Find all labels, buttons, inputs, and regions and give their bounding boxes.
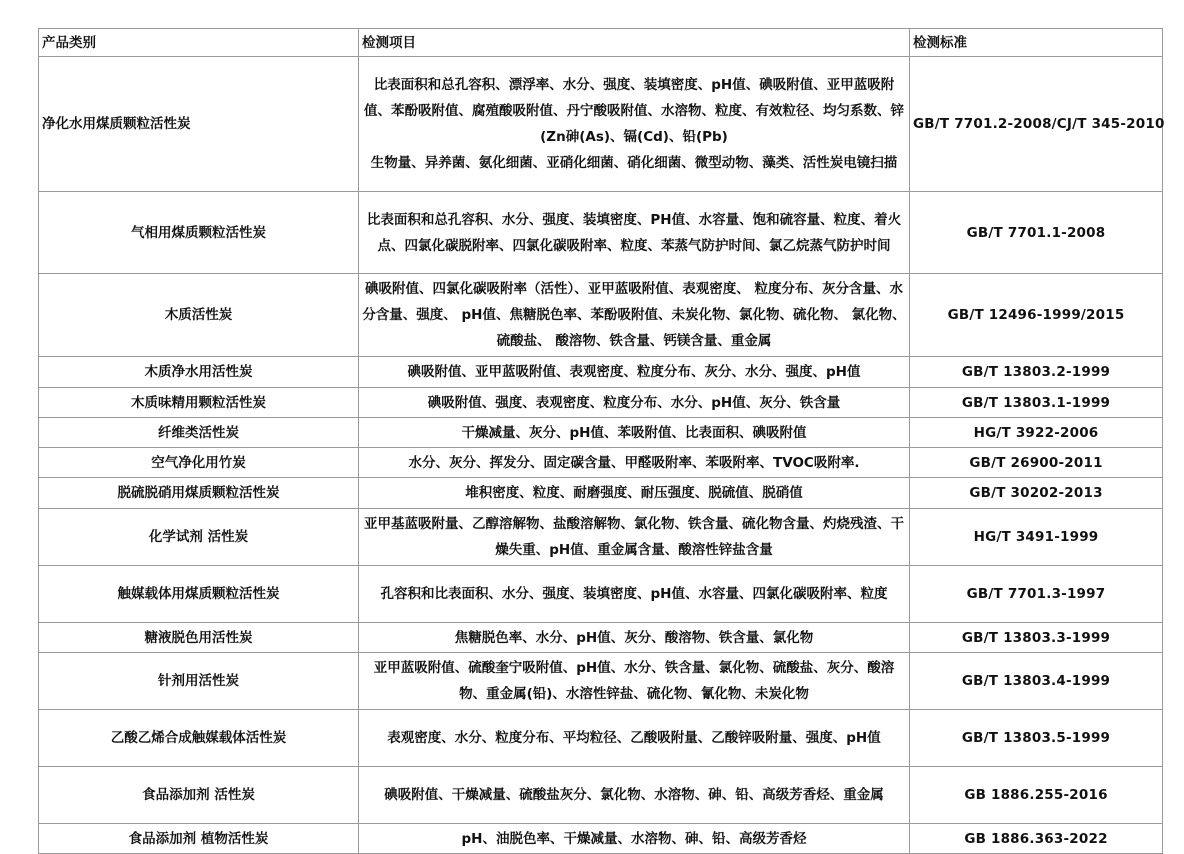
table-row: [39, 767, 1163, 824]
table-row: [39, 357, 1163, 388]
table-header-row: [39, 29, 1163, 57]
items-cell: pH、油脱色率、干燥减量、水溶物、砷、铅、高级芳香烃: [359, 824, 910, 854]
table-row: [39, 448, 1163, 478]
category-cell: 食品添加剂 活性炭: [39, 767, 359, 824]
table-row: [39, 388, 1163, 418]
standard-cell: GB/T 12496-1999/2015: [910, 274, 1163, 357]
standard-cell: GB/T 26900-2011: [910, 448, 1163, 478]
standard-cell: GB/T 13803.4-1999: [910, 653, 1163, 710]
items-cell: 亚甲蓝吸附值、硫酸奎宁吸附值、pH值、水分、铁含量、氯化物、硫酸盐、灰分、酸溶物、重金属(铅)、水溶性锌盐、硫化物、氰化物、未炭化物: [359, 653, 910, 710]
table-row: [39, 57, 1163, 192]
table-row: [39, 566, 1163, 623]
category-cell: 木质净水用活性炭: [39, 357, 359, 388]
standard-cell: GB/T 13803.1-1999: [910, 388, 1163, 418]
standard-cell: GB/T 7701.3-1997: [910, 566, 1163, 623]
table-row: [39, 509, 1163, 566]
table-row: [39, 418, 1163, 448]
items-cell: 碘吸附值、强度、表观密度、粒度分布、水分、pH值、灰分、铁含量: [359, 388, 910, 418]
items-cell: 碘吸附值、干燥减量、硫酸盐灰分、氯化物、水溶物、砷、铅、高级芳香烃、重金属: [359, 767, 910, 824]
category-cell: 净化水用煤质颗粒活性炭: [39, 57, 359, 192]
standard-cell: GB/T 13803.2-1999: [910, 357, 1163, 388]
category-cell: 针剂用活性炭: [39, 653, 359, 710]
category-cell: 纤维类活性炭: [39, 418, 359, 448]
category-cell: 食品添加剂 植物活性炭: [39, 824, 359, 854]
standard-cell: GB 1886.255-2016: [910, 767, 1163, 824]
standard-cell: GB 1886.363-2022: [910, 824, 1163, 854]
standard-cell: GB/T 13803.3-1999: [910, 623, 1163, 653]
table-row: [39, 824, 1163, 854]
category-cell: 空气净化用竹炭: [39, 448, 359, 478]
category-cell: 糖液脱色用活性炭: [39, 623, 359, 653]
table-row: [39, 623, 1163, 653]
category-cell: 化学试剂 活性炭: [39, 509, 359, 566]
items-cell: 干燥减量、灰分、pH值、苯吸附值、比表面积、碘吸附值: [359, 418, 910, 448]
items-text-extra: 生物量、异养菌、氨化细菌、亚硝化细菌、硝化细菌、微型动物、藻类、活性炭电镜扫描: [370, 155, 898, 171]
table-row: [39, 274, 1163, 357]
standard-cell: GB/T 30202-2013: [910, 478, 1163, 509]
standard-cell: HG/T 3922-2006: [910, 418, 1163, 448]
inspection-standards-table-wrapper: [38, 28, 1165, 854]
items-text: 比表面积和总孔容积、漂浮率、水分、强度、装填密度、pH值、碘吸附值、亚甲蓝吸附值、苯酚吸附值、腐殖酸吸附值、丹宁酸吸附值、水溶物、粒度、有效粒径、均匀系数、锌(Zn砷(As)、镉(Cd)、铅(Pb): [364, 77, 904, 145]
header-items: 检测项目: [359, 29, 910, 57]
items-cell: 比表面积和总孔容积、水分、强度、装填密度、PH值、水容量、饱和硫容量、粒度、着火点、四氯化碳脱附率、四氯化碳吸附率、粒度、苯蒸气防护时间、氯乙烷蒸气防护时间: [359, 192, 910, 274]
items-cell: 水分、灰分、挥发分、固定碳含量、甲醛吸附率、苯吸附率、TVOC吸附率.: [359, 448, 910, 478]
items-cell: 表观密度、水分、粒度分布、平均粒径、乙酸吸附量、乙酸锌吸附量、强度、pH值: [359, 710, 910, 767]
category-cell: 乙酸乙烯合成触媒载体活性炭: [39, 710, 359, 767]
category-cell: 气相用煤质颗粒活性炭: [39, 192, 359, 274]
table-row: [39, 653, 1163, 710]
table-row: [39, 710, 1163, 767]
category-cell: 木质活性炭: [39, 274, 359, 357]
standard-cell: GB/T 7701.1-2008: [910, 192, 1163, 274]
table-row: [39, 192, 1163, 274]
standard-cell: GB/T 7701.2-2008/CJ/T 345-2010: [910, 57, 1163, 192]
header-category: 产品类别: [39, 29, 359, 57]
header-standard: 检测标准: [910, 29, 1163, 57]
table-row: [39, 478, 1163, 509]
category-cell: 触媒载体用煤质颗粒活性炭: [39, 566, 359, 623]
items-cell: 碘吸附值、亚甲蓝吸附值、表观密度、粒度分布、灰分、水分、强度、pH值: [359, 357, 910, 388]
items-cell: 孔容积和比表面积、水分、强度、装填密度、pH值、水容量、四氯化碳吸附率、粒度: [359, 566, 910, 623]
category-cell: 木质味精用颗粒活性炭: [39, 388, 359, 418]
items-cell: 亚甲基蓝吸附量、乙醇溶解物、盐酸溶解物、氯化物、铁含量、硫化物含量、灼烧残渣、干燥失重、pH值、重金属含量、酸溶性锌盐含量: [359, 509, 910, 566]
standard-cell: HG/T 3491-1999: [910, 509, 1163, 566]
items-cell: 焦糖脱色率、水分、pH值、灰分、酸溶物、铁含量、氯化物: [359, 623, 910, 653]
category-cell: 脱硫脱硝用煤质颗粒活性炭: [39, 478, 359, 509]
inspection-standards-table: [38, 28, 1163, 854]
items-cell: 堆积密度、粒度、耐磨强度、耐压强度、脱硫值、脱硝值: [359, 478, 910, 509]
items-cell: [359, 57, 910, 192]
standard-cell: GB/T 13803.5-1999: [910, 710, 1163, 767]
items-cell: 碘吸附值、四氯化碳吸附率（活性）、亚甲蓝吸附值、表观密度、 粒度分布、灰分含量、水分含量、强度、 pH值、焦糖脱色率、苯酚吸附值、未炭化物、氯化物、硫化物、 氯化物、 硫酸盐、 酸溶物、铁含量、钙镁含量、重金属: [359, 274, 910, 357]
